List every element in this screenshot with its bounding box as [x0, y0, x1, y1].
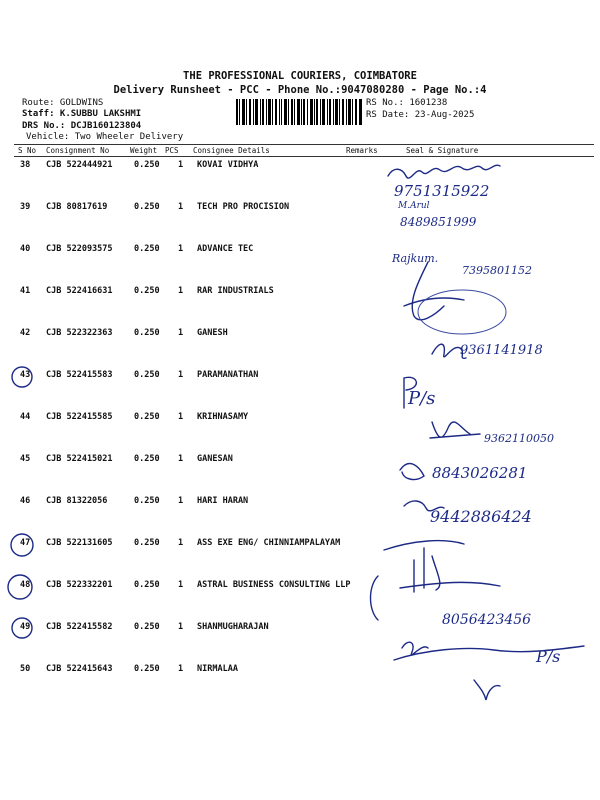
row-consignment-no: CJB 522415583: [46, 370, 113, 380]
hw-row-39-phone: 8489851999: [400, 215, 477, 229]
row-consignee: ADVANCE TEC: [197, 244, 254, 254]
col-consignment: Consignment No: [46, 146, 110, 155]
table-row: [0, 580, 600, 622]
col-sno: S No: [18, 146, 37, 155]
row-consignee: GANESAN: [197, 454, 233, 464]
row-sno: 40: [20, 244, 31, 254]
hw-row-40-phone: 7395801152: [462, 264, 532, 277]
row-consignee: HARI HARAN: [197, 496, 249, 506]
row-pcs: 1: [178, 202, 184, 212]
row-pcs: 1: [178, 160, 184, 170]
hw-row-42-phone: 9361141918: [460, 343, 543, 358]
table-row: [0, 202, 600, 244]
row-weight: 0.250: [134, 664, 160, 674]
hw-row-43-note: P/s: [408, 388, 436, 409]
col-pcs: PCS: [165, 146, 179, 155]
row-consignee: TECH PRO PROCISION: [197, 202, 290, 212]
row-sno: 42: [20, 328, 31, 338]
row-sno: 48: [20, 580, 31, 590]
table-row: [0, 664, 600, 706]
company-title: THE PROFESSIONAL COURIERS, COIMBATORE: [183, 70, 417, 82]
row-consignment-no: CJB 522415585: [46, 412, 113, 422]
row-weight: 0.250: [134, 580, 160, 590]
row-pcs: 1: [178, 496, 184, 506]
row-sno: 39: [20, 202, 31, 212]
row-weight: 0.250: [134, 496, 160, 506]
row-pcs: 1: [178, 454, 184, 464]
row-consignment-no: CJB 522416631: [46, 286, 113, 296]
row-sno: 49: [20, 622, 31, 632]
row-pcs: 1: [178, 664, 184, 674]
runsheet-title: Delivery Runsheet - PCC - Phone No.:9047080280 - Page No.:4: [113, 84, 487, 96]
route-label: Route: GOLDWINS: [22, 98, 104, 108]
col-signature: Seal & Signature: [406, 146, 479, 155]
row-weight: 0.250: [134, 370, 160, 380]
row-pcs: 1: [178, 538, 184, 548]
row-consignment-no: CJB 80817619: [46, 202, 108, 212]
row-consignment-no: CJB 522415643: [46, 664, 113, 674]
col-weight: Weight: [130, 146, 158, 155]
row-pcs: 1: [178, 580, 184, 590]
row-consignee: KRIHNASAMY: [197, 412, 249, 422]
row-weight: 0.250: [134, 412, 160, 422]
row-weight: 0.250: [134, 538, 160, 548]
row-sno: 47: [20, 538, 31, 548]
row-weight: 0.250: [134, 244, 160, 254]
row-sno: 38: [20, 160, 31, 170]
row-consignee: NIRMALAA: [197, 664, 238, 674]
row-consignment-no: CJB 522332201: [46, 580, 113, 590]
row-consignee: GANESH: [197, 328, 228, 338]
row-consignment-no: CJB 522415582: [46, 622, 113, 632]
row-pcs: 1: [178, 412, 184, 422]
barcode: [236, 99, 362, 125]
row-consignee: PARAMANATHAN: [197, 370, 259, 380]
row-consignment-no: CJB 522131605: [46, 538, 113, 548]
row-sno: 41: [20, 286, 31, 296]
row-sno: 43: [20, 370, 31, 380]
table-row: [0, 286, 600, 328]
hw-row-48-phone: 8056423456: [442, 612, 532, 628]
row-consignee: KOVAI VIDHYA: [197, 160, 259, 170]
hw-row-39-name: M.Arul: [398, 201, 430, 211]
row-pcs: 1: [178, 286, 184, 296]
row-weight: 0.250: [134, 286, 160, 296]
row-sno: 45: [20, 454, 31, 464]
row-pcs: 1: [178, 244, 184, 254]
row-consignee: SHANMUGHARAJAN: [197, 622, 269, 632]
col-consignee: Consignee Details: [193, 146, 270, 155]
hw-row-44-phone: 9362110050: [484, 432, 554, 445]
row-pcs: 1: [178, 370, 184, 380]
row-consignee: ASTRAL BUSINESS CONSULTING LLP: [197, 580, 351, 590]
row-weight: 0.250: [134, 622, 160, 632]
row-consignment-no: CJB 81322056: [46, 496, 108, 506]
table-row: [0, 328, 600, 370]
hw-row-40-name: Rajkum.: [392, 252, 439, 265]
row-consignment-no: CJB 522093575: [46, 244, 113, 254]
row-weight: 0.250: [134, 454, 160, 464]
row-consignment-no: CJB 522415021: [46, 454, 113, 464]
col-remarks: Remarks: [346, 146, 378, 155]
row-weight: 0.250: [134, 328, 160, 338]
row-consignee: RAR INDUSTRIALS: [197, 286, 274, 296]
header-top-rule: [14, 144, 594, 145]
row-sno: 44: [20, 412, 31, 422]
row-consignment-no: CJB 522444921: [46, 160, 113, 170]
hw-row-46-phone: 9442886424: [430, 507, 532, 526]
table-row: [0, 538, 600, 580]
hw-row-38-phone: 9751315922: [394, 182, 490, 200]
row-sno: 50: [20, 664, 31, 674]
row-pcs: 1: [178, 622, 184, 632]
hw-row-49-note: P/s: [536, 647, 561, 666]
row-sno: 46: [20, 496, 31, 506]
row-weight: 0.250: [134, 202, 160, 212]
rs-number: RS No.: 1601238: [366, 98, 448, 108]
drs-label: DRS No.: DCJB160123804: [22, 121, 142, 131]
header-bottom-rule: [14, 156, 594, 157]
table-row: [0, 244, 600, 286]
table-row: [0, 160, 600, 202]
row-weight: 0.250: [134, 160, 160, 170]
row-pcs: 1: [178, 328, 184, 338]
row-consignment-no: CJB 522322363: [46, 328, 113, 338]
table-row: [0, 454, 600, 496]
vehicle-label: Vehicle: Two Wheeler Delivery: [26, 132, 184, 142]
row-consignee: ASS EXE ENG/ CHINNIAMPALAYAM: [197, 538, 341, 548]
table-row: [0, 622, 600, 664]
table-row: [0, 370, 600, 412]
table-row: [0, 412, 600, 454]
rs-date: RS Date: 23-Aug-2025: [366, 110, 475, 120]
table-row: [0, 496, 600, 538]
hw-row-45-phone: 8843026281: [432, 464, 528, 482]
staff-label: Staff: K.SUBBU LAKSHMI: [22, 109, 142, 119]
